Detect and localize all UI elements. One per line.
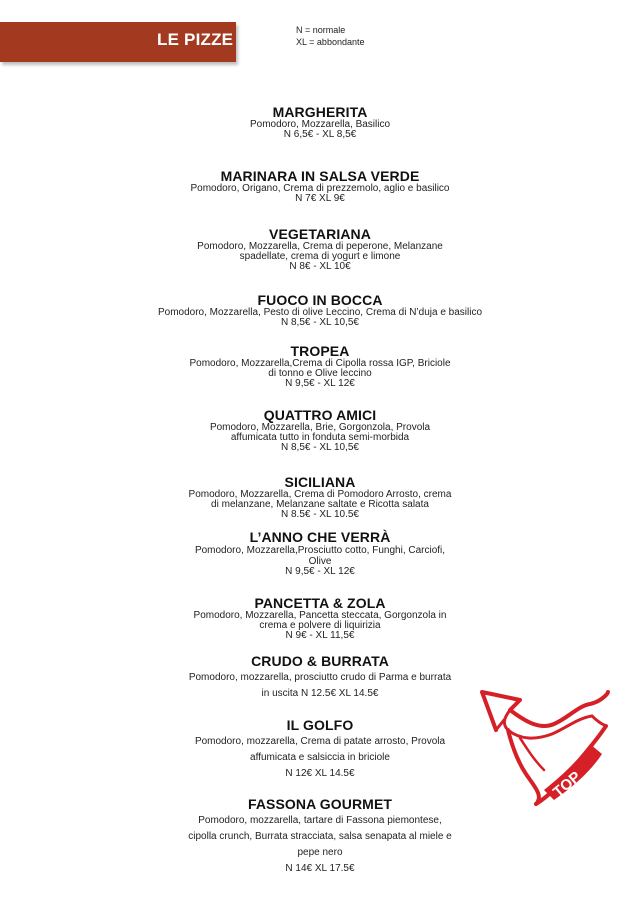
pizza-price: in uscita N 12.5€ XL 14.5€ — [261, 688, 379, 699]
pizza-name: MARGHERITA — [272, 104, 368, 120]
pizza-name: QUATTRO AMICI — [263, 407, 377, 423]
pizza-description: Pomodoro, Mozzarella,Prosciutto cotto, Funghi, Carciofi, — [194, 545, 446, 556]
pizza-description: Pomodoro, Mozzarella, Pesto di olive Leccino, Crema di N’duja e basilico — [157, 307, 483, 318]
legend-normal: N = normale — [296, 25, 346, 35]
pizza-name: MARINARA IN SALSA VERDE — [220, 168, 420, 184]
menu-item-margherita — [130, 104, 510, 140]
legend-xl: XL = abbondante — [296, 37, 365, 47]
menu-item-il-golfo — [130, 716, 510, 782]
pizza-price: N 9€ - XL 11,5€ — [285, 630, 355, 641]
top-badge-icon — [474, 678, 614, 810]
pizza-description: spadellate, crema di yogurt e limone — [239, 251, 401, 262]
menu-item-crudo-burrata — [130, 652, 510, 702]
menu-item-anno-che-verra — [130, 529, 510, 577]
pizza-price: N 9,5€ - XL 12€ — [285, 566, 355, 577]
menu-item-pancetta-zola — [130, 595, 510, 641]
pizza-price: N 8,5€ - XL 10,5€ — [280, 442, 359, 453]
pizza-description: Pomodoro, Mozzarella,Crema di Cipolla rossa IGP, Briciole — [189, 358, 451, 369]
menu-item-fuoco-in-bocca — [130, 292, 510, 328]
menu-item-marinara — [130, 168, 510, 204]
pizza-description: Pomodoro, mozzarella, tartare di Fassona piemontese, — [198, 815, 442, 826]
pizza-description: affumicata tutto in fonduta semi-morbida — [230, 432, 410, 443]
pizza-description: Pomodoro, mozzarella, Crema di patate arrosto, Provola — [194, 736, 446, 747]
pizza-name: FUOCO IN BOCCA — [257, 292, 383, 308]
pizza-description: cipolla crunch, Burrata stracciata, salsa senapata al miele e — [188, 831, 452, 842]
pizza-description: Pomodoro, Mozzarella, Brie, Gorgonzola, Provola — [209, 422, 431, 433]
pizza-price: N 8€ - XL 10€ — [289, 261, 351, 272]
pizza-description: Olive — [308, 556, 332, 567]
menu-item-tropea — [130, 343, 510, 389]
pizza-price: N 14€ XL 17.5€ — [285, 863, 355, 874]
pizza-name: TROPEA — [290, 343, 350, 359]
top-badge-label: TOP — [549, 768, 585, 801]
pizza-name: IL GOLFO — [286, 717, 354, 733]
pizza-description: Pomodoro, mozzarella, prosciutto crudo di Parma e burrata — [188, 672, 452, 683]
pizza-description: Pomodoro, Mozzarella, Pancetta steccata, Gorgonzola in — [193, 610, 447, 621]
pizza-price: N 12€ XL 14.5€ — [285, 768, 355, 779]
pizza-description: Pomodoro, Mozzarella, Crema di peperone, Melanzane — [197, 241, 443, 252]
section-banner — [0, 22, 236, 62]
menu-item-siciliana — [130, 474, 510, 520]
pizza-description: Pomodoro, Origano, Crema di prezzemolo, aglio e basilico — [190, 183, 450, 194]
pizza-price: N 7€ XL 9€ — [295, 193, 345, 204]
section-title: LE PIZZE — [157, 30, 234, 49]
pizza-description: Pomodoro, Mozzarella, Basilico — [249, 119, 391, 130]
pizza-price: N 8,5€ - XL 10,5€ — [280, 317, 359, 328]
pizza-name: L’ANNO CHE VERRÀ — [249, 529, 391, 545]
menu-item-vegetariana — [130, 226, 510, 272]
size-legend — [296, 24, 364, 48]
pizza-description: pepe nero — [297, 847, 343, 858]
pizza-name: CRUDO & BURRATA — [251, 653, 389, 669]
pizza-description: crema e polvere di liquirizia — [259, 620, 381, 631]
pizza-description: di tonno e Olive leccino — [268, 368, 372, 379]
pizza-name: FASSONA GOURMET — [247, 796, 393, 812]
pizza-description: affumicata e salsiccia in briciole — [250, 752, 390, 763]
pizza-name: SICILIANA — [284, 474, 356, 490]
pizza-price: N 6,5€ - XL 8,5€ — [283, 129, 357, 140]
menu-item-fassona-gourmet — [130, 795, 510, 877]
pizza-description: Pomodoro, Mozzarella, Crema di Pomodoro Arrosto, crema — [188, 489, 452, 500]
pizza-price: N 9,5€ - XL 12€ — [285, 378, 355, 389]
pizza-name: VEGETARIANA — [269, 226, 371, 242]
pizza-price: N 8.5€ - XL 10.5€ — [280, 509, 359, 520]
pizza-name: PANCETTA & ZOLA — [254, 595, 386, 611]
menu-item-quattro-amici — [130, 407, 510, 453]
pizza-description: di melanzane, Melanzane saltate e Ricotta salata — [211, 499, 429, 510]
